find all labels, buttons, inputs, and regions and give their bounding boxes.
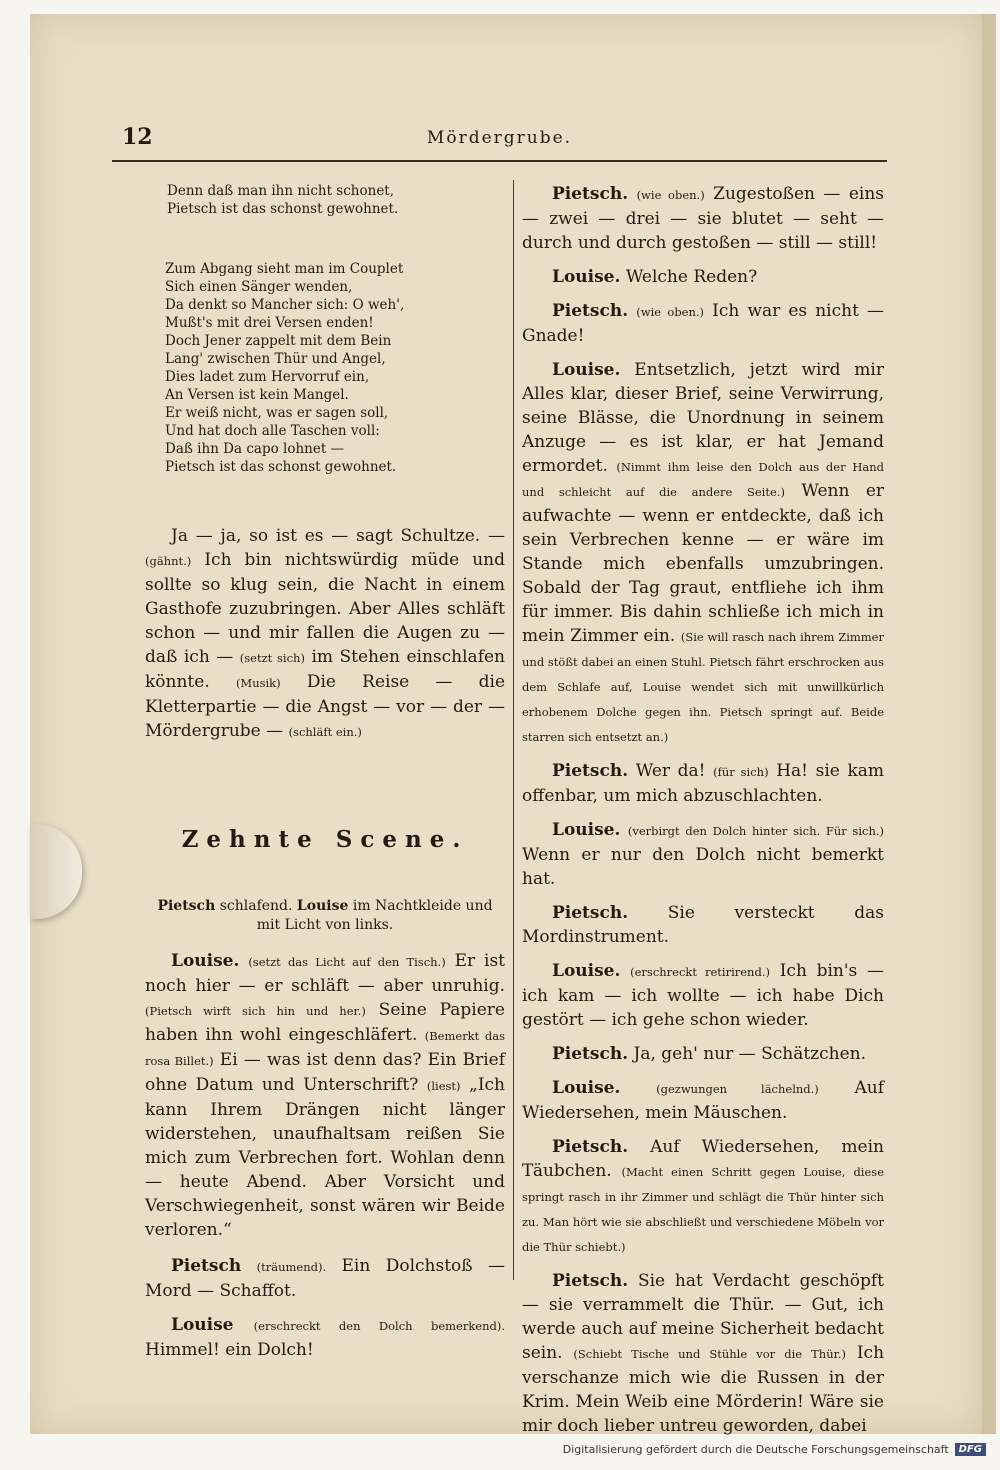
page-number: 12 xyxy=(122,124,153,150)
speech-louise-4 xyxy=(522,358,884,749)
stage-direction: (setzt sich) xyxy=(239,651,305,665)
speech-pietsch-7 xyxy=(522,1135,884,1259)
stage-direction: (gähnt.) xyxy=(145,554,192,568)
dialogue-text: Er ist noch hier — er schläft — aber unruhig. xyxy=(145,951,506,996)
speech-pietsch-3 xyxy=(522,299,884,348)
stage-direction: (schläft ein.) xyxy=(288,725,362,739)
speech-louise-6 xyxy=(522,959,884,1032)
speech-louise-1 xyxy=(145,949,505,1242)
stage-direction: (verbirgt den Dolch hinter sich. Für sich.) xyxy=(627,824,884,838)
verse-line: Sich einen Sänger wenden, xyxy=(165,279,353,295)
character-name: Pietsch xyxy=(157,898,216,914)
column-divider xyxy=(513,180,514,1280)
dialogue-text: Wer da! xyxy=(635,761,706,781)
page-header xyxy=(112,120,887,162)
left-column xyxy=(145,182,505,1362)
dialogue-text: Wenn er nur den Dolch nicht bemerkt hat. xyxy=(522,845,884,889)
dialogue-text: Ei — was ist denn das? Ein Brief ohne Datum und Unterschrift? xyxy=(145,1050,505,1095)
verse-line: Daß ihn Da capo lohnet — xyxy=(165,441,345,457)
stage-direction: (Macht einen Schritt gegen Louise, diese springt rasch in ihr Zimmer und schlägt die Thür hinter sich zu. Man hört wie sie abschließt und verschiedene Möbeln vor die Thür schiebt.) xyxy=(522,1165,884,1254)
speech-pietsch-8 xyxy=(522,1269,884,1438)
digitization-credit xyxy=(563,1443,986,1456)
dialogue-text: Auf Wiedersehen, mein Mäuschen. xyxy=(522,1078,885,1123)
credit-text: Digitalisierung gefördert durch die Deutsche Forschungsgemeinschaft xyxy=(562,1443,949,1456)
cast-note: schlafend. xyxy=(219,898,293,914)
dialogue-text: Die Reise — die Kletterpartie — die Angst — vor — der — Mördergrube — xyxy=(145,672,506,741)
dialogue-text: Ich war es nicht — Gnade! xyxy=(522,301,885,346)
speaker-name: Pietsch. xyxy=(552,1137,629,1157)
stage-direction: (träumend). xyxy=(256,1260,327,1274)
stage-direction: (Bemerkt das rosa Billet.) xyxy=(145,1029,505,1068)
cast-list xyxy=(145,897,505,935)
dialogue-text: Welche Reden? xyxy=(625,267,758,287)
dialogue-text: Ha! sie kam offenbar, um mich abzuschlachten. xyxy=(522,761,884,806)
verse-line: Denn daß man ihn nicht schonet, xyxy=(167,183,395,199)
speaker-name: Louise. xyxy=(552,961,621,981)
verse-line: Er weiß nicht, was er sagen soll, xyxy=(165,405,389,421)
speaker-name: Louise xyxy=(171,1315,234,1335)
speaker-name: Pietsch. xyxy=(552,903,629,923)
verse-line: Doch Jener zappelt mit dem Bein xyxy=(165,333,392,349)
speaker-name: Louise. xyxy=(171,951,240,971)
speech-louise-7 xyxy=(522,1076,884,1125)
dialogue-text: Seine Papiere haben ihn wohl eingeschläfert. xyxy=(145,1000,505,1045)
dialogue-text: Zugestoßen — eins — zwei — drei — sie blutet — seht — durch und durch gestoßen — still — still! xyxy=(522,184,885,253)
verse-line: Lang' zwischen Thür und Angel, xyxy=(165,351,386,367)
speech-louise-2 xyxy=(145,1313,505,1362)
dialogue-text: Sie versteckt das Mordinstrument. xyxy=(522,903,884,947)
dialogue-text: Ich bin nichtswürdig müde und sollte so klug sein, die Nacht in einem Gasthofe zuzubringen. Aber Alles schläft schon — und mir fallen die Augen zu — daß ich — xyxy=(145,550,505,667)
dialogue-text: Ein Dolchstoß — Mord — Schaffot. xyxy=(145,1256,506,1301)
stage-direction: (wie oben.) xyxy=(636,188,705,202)
dialogue-text: Entsetzlich, jetzt wird mir Alles klar, dieser Brief, seine Verwirrung, seine Blässe, die Unordnung in seinem Anzuge — es ist klar, er hat Jemand ermordet. xyxy=(522,360,884,476)
stage-direction: (erschreckt retirirend.) xyxy=(630,965,770,979)
speaker-name: Louise. xyxy=(552,267,621,287)
speech-louise-5 xyxy=(522,818,884,891)
schultze-monologue xyxy=(145,524,505,744)
character-name: Louise xyxy=(296,898,349,914)
speech-pietsch-6 xyxy=(522,1042,884,1066)
page-fold xyxy=(30,824,82,919)
dialogue-text: Ja, geh' nur — Schätzchen. xyxy=(633,1044,867,1064)
dialogue-text: Ich bin's — ich kam — ich wollte — ich habe Dich gestört — ich gehe schon wieder. xyxy=(522,961,884,1030)
stage-direction: (Musik) xyxy=(235,676,281,690)
verse-line: Und hat doch alle Taschen voll: xyxy=(165,423,380,439)
speaker-name: Pietsch. xyxy=(552,301,629,321)
verse-stanza-1 xyxy=(167,182,505,218)
verse-line: Mußt's mit drei Versen enden! xyxy=(165,315,374,331)
speaker-name: Pietsch xyxy=(171,1256,242,1276)
dialogue-text: Himmel! ein Dolch! xyxy=(145,1340,314,1360)
right-column xyxy=(522,182,884,1438)
stage-direction: (liest) xyxy=(426,1079,461,1093)
dialogue-text: Ja — ja, so ist es — sagt Schultze. — xyxy=(171,526,505,546)
stage-direction: (für sich) xyxy=(713,765,769,779)
stage-direction: (setzt das Licht auf den Tisch.) xyxy=(248,955,446,969)
dialogue-text: Wenn er aufwachte — wenn er entdeckte, daß ich sein Verbrechen kenne — er wäre im Stande mich ebenfalls umzubringen. Sobald der Tag graut, entfliehe ich ihm für immer. Bis dahin schließe ich mich in mein Zimmer ein. xyxy=(522,481,885,646)
scene-title: Zehnte Scene. xyxy=(181,826,469,853)
speech-pietsch-4 xyxy=(522,759,884,808)
dfg-logo: DFG xyxy=(955,1443,986,1456)
dialogue-text: Auf Wiedersehen, mein Täubchen. xyxy=(522,1137,884,1181)
stage-direction: (Nimmt ihm leise den Dolch aus der Hand und schleicht auf die andere Seite.) xyxy=(522,460,884,499)
speaker-name: Louise. xyxy=(552,820,621,840)
letter-text: „Ich kann Ihrem Drängen nicht länger widerstehen, unaufhaltsam reißen Sie mich zum Verbrechen fort. Wohlan denn — heute Abend. Aber Vorsicht und Verschwiegenheit, sonst wären wir Beide verloren.“ xyxy=(145,1075,506,1240)
stage-direction: (gezwungen lächelnd.) xyxy=(656,1082,819,1096)
stage-direction: (Schiebt Tische und Stühle vor die Thür.) xyxy=(573,1347,846,1361)
verse-line: Pietsch ist das schonst gewohnet. xyxy=(167,201,399,217)
stage-direction: (wie oben.) xyxy=(636,305,705,319)
speech-louise-3 xyxy=(522,265,884,289)
speaker-name: Louise. xyxy=(552,1078,621,1098)
stage-direction: (erschreckt den Dolch bemerkend). xyxy=(253,1319,506,1333)
verse-line: An Versen ist kein Mangel. xyxy=(165,387,349,403)
speech-pietsch-2 xyxy=(522,182,884,255)
speech-pietsch-1 xyxy=(145,1254,505,1303)
stage-direction: (Pietsch wirft sich hin und her.) xyxy=(145,1004,366,1018)
stage-direction: (Sie will rasch nach ihrem Zimmer und stößt dabei an einen Stuhl. Pietsch fährt erschrocken aus dem Schlafe auf, Louise wendet sich mit unwillkürlich erhobenem Dolche gegen ihn. Pietsch springt auf. Beide starren sich entsetzt an.) xyxy=(522,630,884,744)
speaker-name: Pietsch. xyxy=(552,184,629,204)
dialogue-text: Sie hat Verdacht geschöpft — sie verrammelt die Thür. — Gut, ich werde auch auf meine Sicherheit bedacht sein. xyxy=(522,1271,885,1363)
speaker-name: Louise. xyxy=(552,360,621,380)
verse-stanza-2 xyxy=(165,260,505,476)
verse-line: Da denkt so Mancher sich: O weh', xyxy=(165,297,405,313)
verse-line: Zum Abgang sieht man im Couplet xyxy=(165,261,404,277)
running-title: Mördergrube. xyxy=(426,128,573,148)
speech-pietsch-5 xyxy=(522,901,884,949)
speaker-name: Pietsch. xyxy=(552,1271,629,1291)
cast-note: im Nachtkleide und mit Licht von links. xyxy=(256,898,493,933)
verse-line: Pietsch ist das schonst gewohnet. xyxy=(165,459,397,475)
dialogue-text: Ich verschanze mich wie die Russen in der Krim. Mein Weib eine Mörderin! Wäre sie mir doch lieber untreu geworden, dabei xyxy=(522,1343,885,1436)
verse-line: Dies ladet zum Hervorruf ein, xyxy=(165,369,370,385)
speaker-name: Pietsch. xyxy=(552,761,629,781)
dialogue-text: im Stehen einschlafen könnte. xyxy=(145,647,505,692)
speaker-name: Pietsch. xyxy=(552,1044,629,1064)
